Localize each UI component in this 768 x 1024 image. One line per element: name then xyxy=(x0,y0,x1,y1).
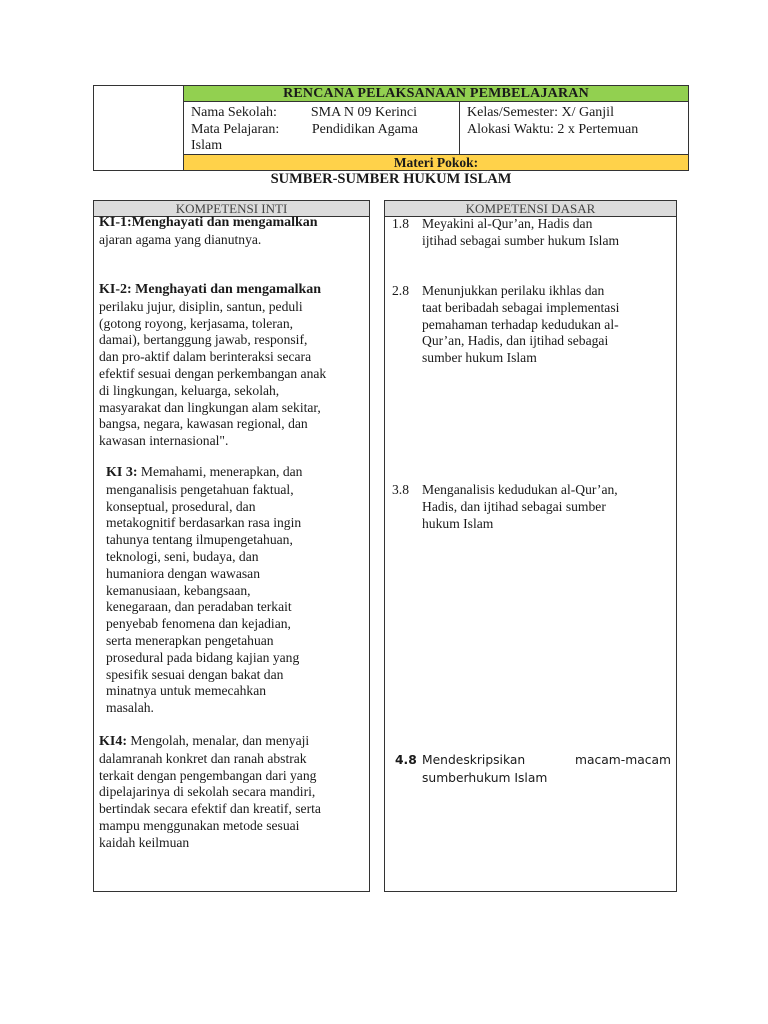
ki4-line: bertindak secara efektif dan kreatif, serta xyxy=(99,801,321,817)
ki3-line: menganalisis pengetahuan faktual, xyxy=(106,481,294,497)
ki2-line: masyarakat dan lingkungan alam sekitar, xyxy=(99,399,321,415)
kd-line: sumber hukum Islam xyxy=(422,350,537,366)
kd-line: Hadis, dan ijtihad sebagai sumber xyxy=(422,498,606,514)
kd-number: 4.8 xyxy=(395,753,417,767)
ki3-line: minatnya untuk memecahkan xyxy=(106,683,267,699)
ki3-line: prosedural pada bidang kajian yang xyxy=(106,649,300,665)
kd-4-8 xyxy=(395,751,671,787)
ki4-line: terkait dengan pengembangan dari yang xyxy=(99,767,317,783)
ki3-line: kemanusiaan, kebangsaan, xyxy=(106,582,251,598)
ki1-label: KI-1:Menghayati dan mengamalkan xyxy=(99,215,318,230)
subject-value: Pendidikan Agama xyxy=(311,121,418,137)
kd-line: Menunjukkan perilaku ikhlas dan xyxy=(422,283,605,298)
materi-pokok-label: Materi Pokok: xyxy=(183,154,689,171)
subject-value-cont: Islam xyxy=(191,138,223,153)
ki1-text: ajaran agama yang dianutnya. xyxy=(99,231,262,247)
time-allocation: Alokasi Waktu: 2 x Pertemuan xyxy=(467,121,639,137)
kd-2-8 xyxy=(392,283,672,373)
ki4-line: mampu menggunakan metode sesuai xyxy=(99,817,300,833)
ki3-line: penyebab fenomena dan kejadian, xyxy=(106,616,291,632)
kd4-line2: sumberhukum Islam xyxy=(422,771,548,785)
ki2-label: KI-2: Menghayati dan mengamalkan xyxy=(99,282,322,297)
ki3-label: KI 3: xyxy=(106,465,138,480)
kd-number: 2.8 xyxy=(392,283,409,298)
kd-line: ijtihad sebagai sumber hukum Islam xyxy=(422,232,620,248)
ki3-line: masalah. xyxy=(106,700,154,716)
kompetensi-dasar-heading: KOMPETENSI DASAR xyxy=(385,201,676,217)
ki4-label: KI4: xyxy=(99,734,127,749)
kd-number: 3.8 xyxy=(392,482,409,497)
ki3-line: humaniora dengan wawasan xyxy=(106,565,261,581)
document-title: RENCANA PELAKSANAAN PEMBELAJARAN xyxy=(183,85,689,102)
kd-line: hukum Islam xyxy=(422,515,494,531)
school-name-label: Nama Sekolah: xyxy=(191,105,277,120)
ki2-line: damai), bertanggung jawab, responsif, xyxy=(99,332,308,348)
kd-line: taat beribadah sebagai implementasi xyxy=(422,299,620,315)
ki2-block xyxy=(99,281,371,450)
ki3-first: Memahami, menerapkan, dan xyxy=(140,464,303,479)
ki3-line: kenegaraan, dan peradaban terkait xyxy=(106,599,292,615)
ki2-line: (gotong royong, kerjasama, toleran, xyxy=(99,315,294,331)
kd-line: pemahaman terhadap kedudukan al- xyxy=(422,316,619,332)
ki2-line: bangsa, negara, kawasan regional, dan xyxy=(99,416,308,432)
ki2-line: di lingkungan, keluarga, sekolah, xyxy=(99,382,280,398)
ki3-line: konseptual, prosedural, dan xyxy=(106,498,256,514)
ki3-line: tahunya tentang ilmupengetahuan, xyxy=(106,532,293,548)
topic-title: SUMBER-SUMBER HUKUM ISLAM xyxy=(270,171,512,187)
logo-cell xyxy=(93,85,184,171)
subject-label: Mata Pelajaran: xyxy=(191,121,280,137)
ki4-block xyxy=(99,733,371,852)
subject-row xyxy=(191,122,459,139)
school-name-value: SMA N 09 Kerinci xyxy=(310,105,417,120)
ki2-line: efektif sesuai dengan perkembangan anak xyxy=(99,365,327,381)
ki1-block xyxy=(99,214,369,249)
ki4-line: dipelajarinya di sekolah secara mandiri, xyxy=(99,784,316,800)
kompetensi-inti-heading: KOMPETENSI INTI xyxy=(94,201,369,217)
ki3-line: spesifik sesuai dengan bakat dan xyxy=(106,666,284,682)
ki2-line: kawasan internasional". xyxy=(99,433,229,449)
ki3-block xyxy=(106,464,368,717)
kd-line: Meyakini al-Qur’an, Hadis dan xyxy=(422,216,593,231)
kd4-word: macam-macam xyxy=(574,753,671,767)
kd-line: Qur’an, Hadis, dan ijtihad sebagai xyxy=(422,333,609,349)
class-info xyxy=(459,101,689,155)
ki3-line: teknologi, seni, budaya, dan xyxy=(106,548,259,564)
kd4-word: Mendeskripsikan xyxy=(422,753,526,767)
school-name-row xyxy=(191,105,459,122)
ki3-line: metakognitif berdasarkan rasa ingin xyxy=(106,515,302,531)
ki3-line: serta menerapkan pengetahuan xyxy=(106,632,274,648)
kd-3-8 xyxy=(392,482,672,538)
ki2-line: perilaku jujur, disiplin, santun, peduli xyxy=(99,298,303,314)
kd-line: Menganalisis kedudukan al-Qur’an, xyxy=(422,482,618,497)
kd-number: 1.8 xyxy=(392,216,409,231)
ki4-first: Mengolah, menalar, dan menyaji xyxy=(130,733,310,748)
kd-1-8 xyxy=(392,216,672,256)
ki4-line: kaidah keilmuan xyxy=(99,834,190,850)
class-semester: Kelas/Semester: X/ Ganjil xyxy=(467,105,614,120)
ki4-line: dalamranah konkret dan ranah abstrak xyxy=(99,750,307,766)
school-info xyxy=(183,101,460,155)
ki2-line: dan pro-aktif dalam berinteraksi secara xyxy=(99,349,312,365)
